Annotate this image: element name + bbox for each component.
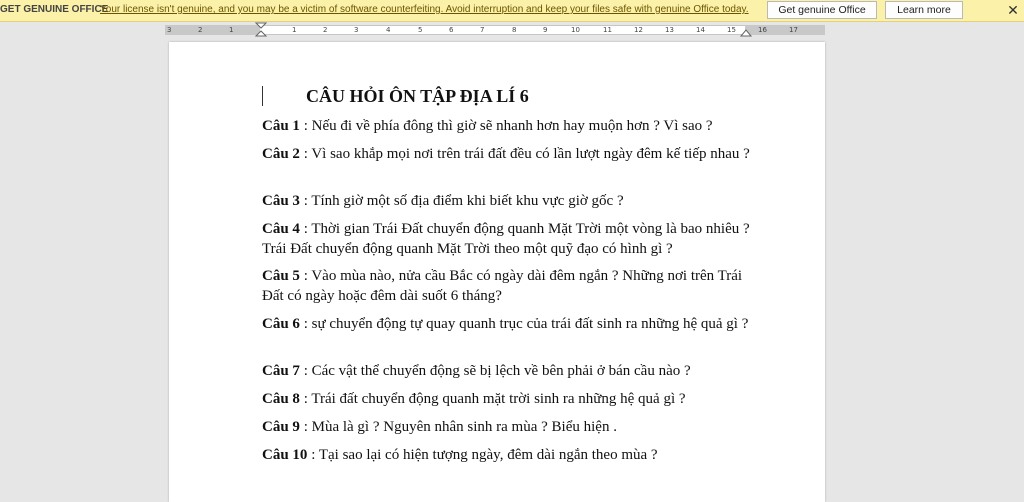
ruler-number: 5: [418, 26, 423, 34]
ruler-right-margin: [745, 25, 825, 35]
question-label: Câu 8: [262, 391, 300, 407]
question-text: : Thời gian Trái Đất chuyển động quanh Mặt Trời một vòng là bao nhiêu ? Trái Đất chuyển động quanh Mặt Trời theo một quỹ đạo có hình gì ?: [262, 221, 750, 257]
question-label: Câu 9: [262, 419, 300, 435]
question-label: Câu 1: [262, 118, 300, 134]
question-text: : sự chuyển động tự quay quanh trục của trái đất sinh ra những hệ quả gì ?: [299, 316, 749, 332]
question-label: Câu 7: [262, 363, 300, 379]
question-2: [262, 145, 752, 165]
question-text: : Nếu đi về phía đông thì giờ sẽ nhanh hơn hay muộn hơn ? Vì sao ?: [299, 118, 713, 134]
question-label: Câu 3: [262, 193, 300, 209]
indent-marker-icon[interactable]: [255, 22, 267, 38]
ruler-number: 1: [229, 26, 234, 34]
right-indent-marker-icon[interactable]: [740, 26, 752, 38]
question-1: [262, 117, 752, 137]
ruler-number: 15: [727, 26, 736, 34]
question-text: : Tại sao lại có hiện tượng ngày, đêm dài ngắn theo mùa ?: [307, 447, 658, 463]
ruler-number: 1: [292, 26, 297, 34]
question-text: : Vì sao khắp mọi nơi trên trái đất đều có lần lượt ngày đêm kế tiếp nhau ?: [299, 146, 750, 162]
ruler-number: 13: [665, 26, 674, 34]
notification-message-link[interactable]: Your license isn't genuine, and you may be a victim of software counterfeiting. Avoid interruption and keep your files safe with genuine Office today.: [100, 4, 749, 15]
ruler-number: 10: [571, 26, 580, 34]
get-genuine-office-button[interactable]: Get genuine Office: [767, 1, 877, 19]
ruler-number: 2: [323, 26, 328, 34]
question-9: [262, 418, 752, 438]
question-5: [262, 267, 752, 306]
horizontal-ruler[interactable]: [0, 22, 1024, 38]
question-label: Câu 2: [262, 146, 300, 162]
question-text: : Mùa là gì ? Nguyên nhân sinh ra mùa ? Biểu hiện .: [299, 419, 617, 435]
question-label: Câu 4: [262, 221, 300, 237]
question-label: Câu 10: [262, 447, 308, 463]
ruler-number: 7: [480, 26, 485, 34]
ruler-number: 9: [543, 26, 548, 34]
question-text: : Các vật thể chuyển động sẽ bị lệch về bên phải ở bán cầu nào ?: [299, 363, 691, 379]
genuine-office-notification-bar: [0, 0, 1024, 22]
question-label: Câu 5: [262, 268, 300, 284]
ruler-number: 8: [512, 26, 517, 34]
question-4: [262, 220, 752, 259]
ruler-number: 12: [634, 26, 643, 34]
ruler-number: 16: [758, 26, 767, 34]
question-text: : Trái đất chuyển động quanh mặt trời sinh ra những hệ quả gì ?: [299, 391, 686, 407]
text-cursor: [262, 86, 263, 106]
question-text: : Tính giờ một số địa điểm khi biết khu vực giờ gốc ?: [299, 193, 624, 209]
ruler-left-margin: [165, 25, 260, 35]
question-6: [262, 315, 752, 335]
question-3: [262, 192, 752, 212]
question-10: [262, 446, 752, 466]
ruler-number: 17: [789, 26, 798, 34]
close-icon[interactable]: ✕: [1007, 2, 1019, 18]
ruler-number: 3: [167, 26, 172, 34]
ruler-number: 6: [449, 26, 454, 34]
ruler-number: 2: [198, 26, 203, 34]
ruler-number: 14: [696, 26, 705, 34]
notification-title: GET GENUINE OFFICE: [0, 4, 109, 15]
question-7: [262, 362, 752, 382]
ruler-number: 4: [386, 26, 391, 34]
learn-more-button[interactable]: Learn more: [885, 1, 963, 19]
ruler-number: 11: [603, 26, 612, 34]
question-label: Câu 6: [262, 316, 300, 332]
question-8: [262, 390, 752, 410]
document-title: CÂU HỎI ÔN TẬP ĐỊA LÍ 6: [306, 86, 529, 106]
question-text: : Vào mùa nào, nửa cầu Bắc có ngày dài đêm ngắn ? Những nơi trên Trái Đất có ngày hoặc đêm dài suốt 6 tháng?: [262, 268, 743, 304]
ruler-number: 3: [354, 26, 359, 34]
